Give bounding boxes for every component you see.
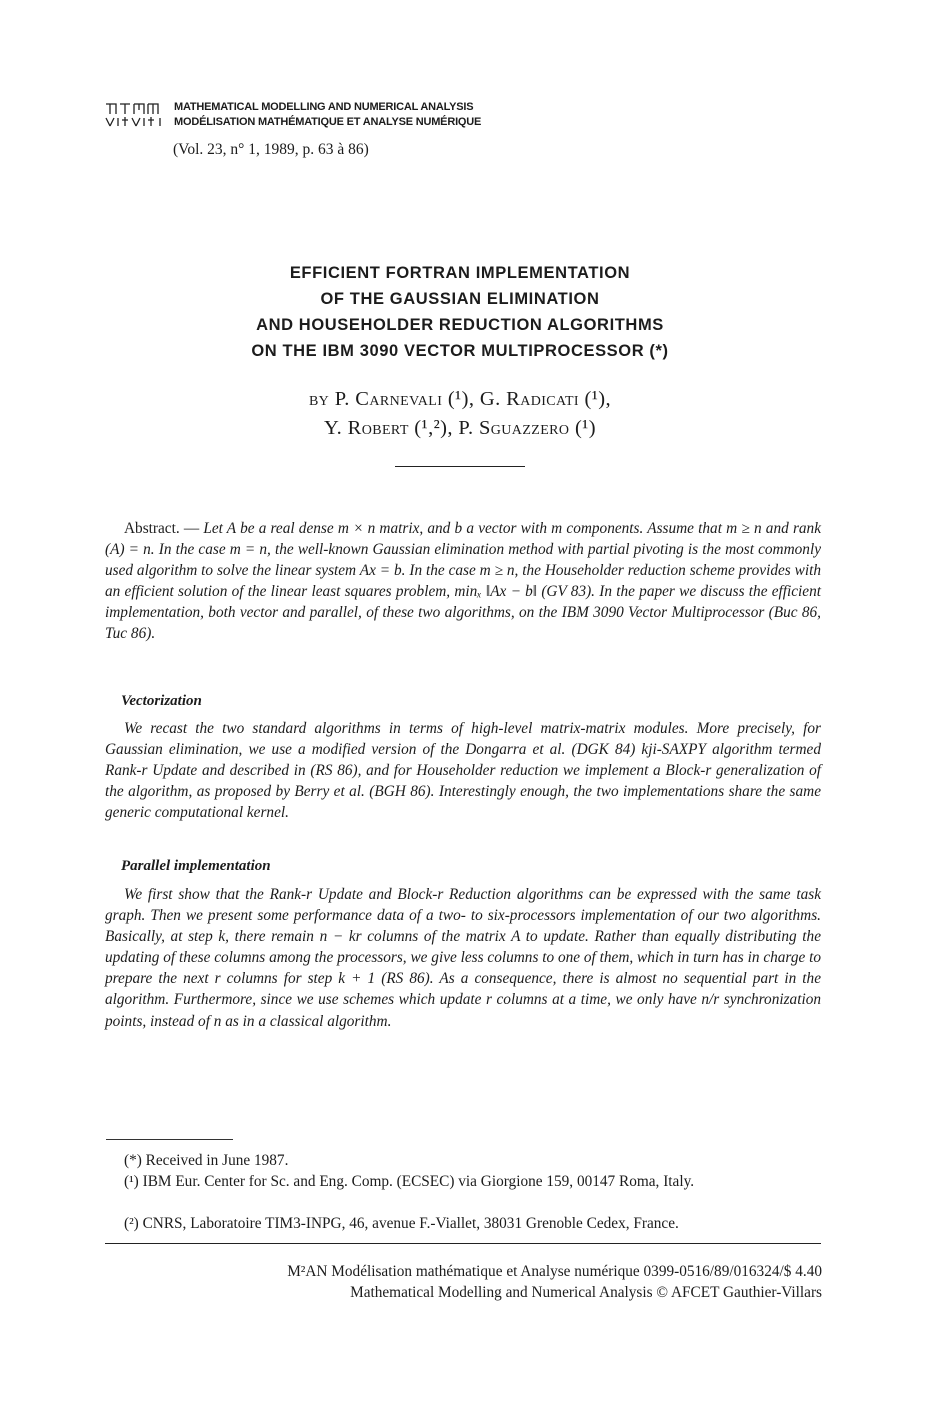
section-heading-vectorization: Vectorization [121, 693, 202, 709]
title-separator [395, 466, 525, 467]
footer-journal-french: M²AN Modélisation mathématique et Analyse numérique 0399-0516/89/016324/$ 4.40 [287, 1263, 822, 1280]
section-body-parallel [105, 884, 821, 1032]
footer-rule [105, 1243, 821, 1244]
title-line: EFFICIENT FORTRAN IMPLEMENTATION [289, 264, 631, 282]
abstract-text: Let A be a real dense m × n matrix, and b a vector with m components. Assume that m ≥ n and rank (A) = n. In the case m = n, the well-known Gaussian elimination method with partial pivoting is the most commonly used algorithm to solve the linear system Ax = b. In the case m ≥ n, the Householder reduction scheme provides with an efficient solution of the linear least squares problem, minₓ ‖Ax − b‖ (GV 83). In the paper we discuss the efficient implementation, both vector and parallel, of these two algorithms, on the IBM 3090 Vector Multiprocessor (Buc 86, Tuc 86). [105, 520, 821, 643]
title-line: AND HOUSEHOLDER REDUCTION ALGORITHMS [256, 316, 664, 334]
section-text: We first show that the Rank-r Update and Block-r Reduction algorithms can be expressed with the same task graph. Then we present some performance data of a two- to six-processors implementation of our two algorithms. Basically, at step k, there remain n − kr columns of the matrix A to update. Rather than equally distributing the updating of these columns among the processors, we give less columns to one of them, which in turn has in charge to prepare the next r columns for step k + 1 (RS 86). As a consequence, there is almost no sequential part in the algorithm. Furthermore, since we use schemes which update r columns at a time, we only have n/r synchronization points, instead of n as in a classical algorithm. [105, 886, 821, 1030]
journal-name-french: MODÉLISATION MATHÉMATIQUE ET ANALYSE NUMÉRIQUE [174, 116, 482, 128]
paper-title [150, 260, 770, 364]
author-line: by P. Carnevali (¹), G. Radicati (¹), [308, 388, 612, 410]
footnote-rule [106, 1139, 233, 1140]
section-text: We recast the two standard algorithms in terms of high-level matrix-matrix modules. More precisely, for Gaussian elimination, we use a modified version of the Dongarra et al. (DGK 84) kji-SAXPY algorithm termed Rank-r Update and described in (RS 86), and for Householder reduction we implement a Block-r generalization of the algorithm, as proposed by Berry et al. (BGH 86). Interestingly enough, the two implementations share the same generic computational kernel. [105, 720, 821, 822]
footnote-received: (*) Received in June 1987. [124, 1152, 289, 1169]
section-body-vectorization [105, 718, 821, 823]
footnote-affiliation-1: (¹) IBM Eur. Center for Sc. and Eng. Comp. (ECSEC) via Giorgione 159, 00147 Roma, Italy. [124, 1173, 695, 1190]
title-line: ON THE IBM 3090 VECTOR MULTIPROCESSOR (*) [251, 342, 669, 360]
abstract-label: Abstract. — [124, 520, 200, 537]
footnote-affiliation-2: (²) CNRS, Laboratoire TIM3-INPG, 46, avenue F.-Viallet, 38031 Grenoble Cedex, France. [124, 1215, 679, 1232]
section-heading-parallel: Parallel implementation [121, 858, 271, 874]
author-list [150, 385, 770, 443]
author-line: Y. Robert (¹,²), P. Sguazzero (¹) [324, 417, 596, 439]
volume-info: (Vol. 23, n° 1, 1989, p. 63 à 86) [173, 141, 369, 158]
abstract [105, 518, 821, 645]
footer-journal-english: Mathematical Modelling and Numerical Analysis © AFCET Gauthier-Villars [350, 1284, 822, 1301]
journal-name-english: MATHEMATICAL MODELLING AND NUMERICAL ANALYSIS [174, 101, 474, 113]
journal-logo-icon [104, 100, 170, 130]
title-line: OF THE GAUSSIAN ELIMINATION [320, 290, 600, 308]
